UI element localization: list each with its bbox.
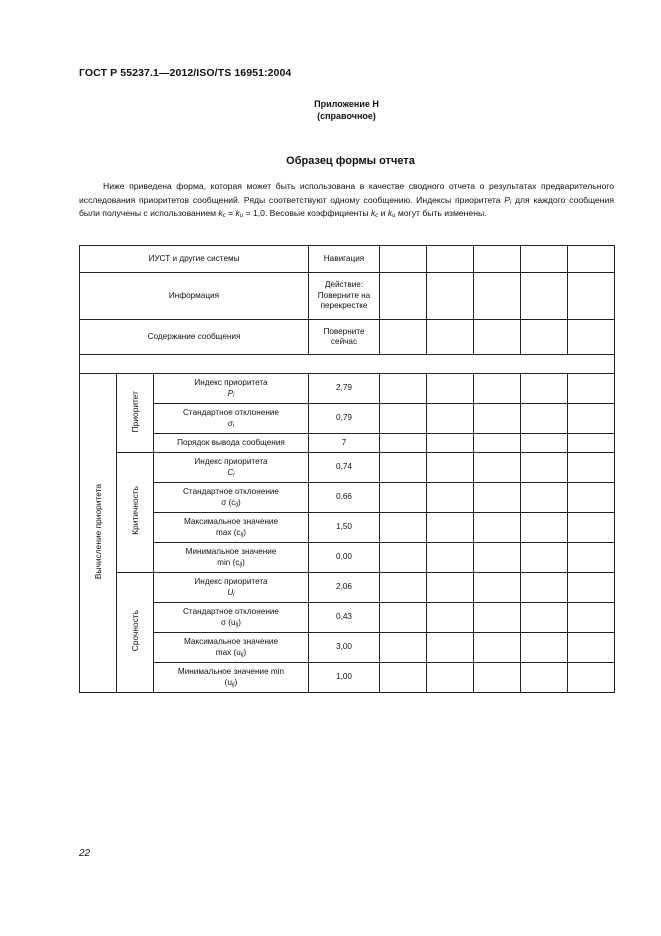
row-value: Поверните сейчас xyxy=(309,320,380,355)
parameter-cell: Порядок вывода сообщения xyxy=(154,434,309,453)
value-cell: 0,79 xyxy=(309,404,380,434)
value-cell: 7 xyxy=(309,434,380,453)
table-row xyxy=(80,404,615,434)
row-value: Навигация xyxy=(309,246,380,273)
table-row xyxy=(80,633,615,663)
annex-label: Приложение Н xyxy=(314,99,379,109)
value-cell: 0,74 xyxy=(309,453,380,483)
parameter-cell: Индекс приоритета $P_i$ xyxy=(154,374,309,404)
table-row xyxy=(80,573,615,603)
annex-heading xyxy=(0,98,661,122)
section-label-cell xyxy=(117,374,154,453)
spacer-row xyxy=(80,355,615,374)
table-row xyxy=(80,603,615,633)
annex-type: (справочное) xyxy=(317,111,376,121)
row-label: Информация xyxy=(80,273,309,320)
group-label-cell xyxy=(80,374,117,693)
parameter-cell: Стандартное отклонение σ $(u_{ij})$ xyxy=(154,603,309,633)
parameter-cell: Минимальное значение min $(u_{ij})$ xyxy=(154,663,309,693)
table-row xyxy=(80,246,615,273)
parameter-cell: Стандартное отклонение σ $(c_{ij})$ xyxy=(154,483,309,513)
parameter-cell: Индекс приоритета $U_i$ xyxy=(154,573,309,603)
parameter-cell: Стандартное отклонение $\sigma_i$ xyxy=(154,404,309,434)
parameter-cell: Минимальное значение $\min (c_{ij})$ xyxy=(154,543,309,573)
section-label-cell xyxy=(117,573,154,693)
value-cell: 0,00 xyxy=(309,543,380,573)
table-row xyxy=(80,374,615,404)
value-cell: 2,06 xyxy=(309,573,380,603)
table-row xyxy=(80,513,615,543)
table-row xyxy=(80,663,615,693)
section-label-cell xyxy=(117,453,154,573)
group-label: Вычисление приоритета xyxy=(92,483,103,579)
page-number: 22 xyxy=(79,848,91,859)
table-row xyxy=(80,434,615,453)
parameter-cell: Максимальное значение $\max (u_{ij})$ xyxy=(154,633,309,663)
parameter-cell: Максимальное значение $\max (c_{ij})$ xyxy=(154,513,309,543)
document-header: ГОСТ Р 55237.1—2012/ISO/TS 16951:2004 xyxy=(79,67,292,79)
row-label: ИУСТ и другие системы xyxy=(80,246,309,273)
table-row xyxy=(80,543,615,573)
table-row xyxy=(80,273,615,320)
value-cell: 3,00 xyxy=(309,633,380,663)
value-cell: 2,79 xyxy=(309,374,380,404)
report-form-table xyxy=(79,245,615,693)
page-title: Образец формы отчета xyxy=(286,155,415,167)
parameter-cell: Индекс приоритета $C_i$ xyxy=(154,453,309,483)
table-row xyxy=(80,320,615,355)
value-cell: 0,43 xyxy=(309,603,380,633)
value-cell: 1,00 xyxy=(309,663,380,693)
value-cell: 1,50 xyxy=(309,513,380,543)
intro-paragraph: Ниже приведена форма, которая может быть использована в качестве сводного отчета о результатах предварительного исследования приоритетов сообщений. Ряды соответствуют одному сообщению. Индексы приоритета $P_i$ для каждого сообщения были получены с использованием $k_c = k_u = 1,0$. Весовые коэффициенты $k_c$ и $k_u$ могут быть изменены. xyxy=(79,181,614,219)
table-row xyxy=(80,483,615,513)
section-label: Критичность xyxy=(129,486,140,536)
row-label: Содержание сообщения xyxy=(80,320,309,355)
value-cell: 0,66 xyxy=(309,483,380,513)
section-label: Приоритет xyxy=(129,390,140,432)
row-value: Действие: Поверните на перекрестке xyxy=(309,273,380,320)
section-label: Срочность xyxy=(129,610,140,652)
table-row xyxy=(80,453,615,483)
